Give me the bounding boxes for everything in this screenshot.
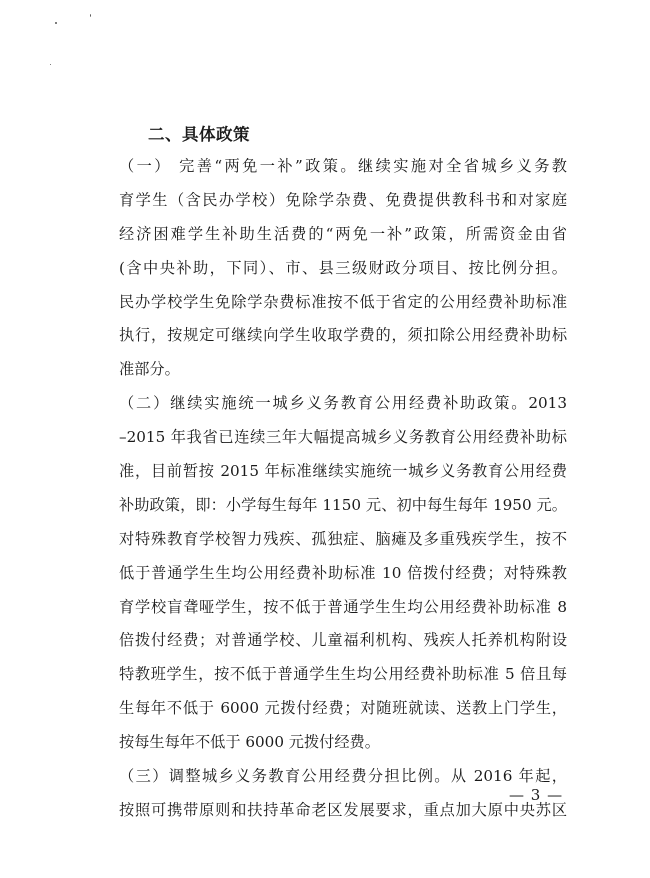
text-line: （一） 完善“两免一补”政策。继续实施对全省城乡义务教: [119, 157, 567, 175]
text-line: 准部分。: [119, 360, 180, 379]
text-line: 育学生（含民办学校）免除学杂费、免费提供教科书和对家庭: [119, 190, 567, 209]
text-line: 对特殊教育学校智力残疾、孤独症、脑瘫及多重残疾学生，按不: [119, 529, 567, 548]
text-line: （二）继续实施统一城乡义务教育公用经费补助政策。2013: [119, 394, 567, 413]
text-line: 民办学校学生免除学杂费标准按不低于省定的公用经费补助标准: [119, 292, 567, 311]
text-line: 生每年不低于 6000 元拨付经费；对随班就读、送教上门学生，: [119, 699, 567, 718]
text-line: 特教班学生，按不低于普通学生生均公用经费补助标准 5 倍且每: [119, 665, 567, 684]
scan-speck: [90, 14, 91, 17]
text-line: 补助政策，即：小学每生每年 1150 元、初中每生每年 1950 元。: [119, 495, 567, 514]
text-line: 按照可携带原则和扶持革命老区发展要求，重点加大原中央苏区: [119, 800, 567, 819]
text-line: 育学校盲聋哑学生，按不低于普通学生生均公用经费补助标准 8: [119, 597, 567, 616]
text-line: 倍拨付经费；对普通学校、儿童福利机构、残疾人托养机构附设: [119, 631, 567, 650]
text-line: 准，目前暂按 2015 年标准继续实施统一城乡义务教育公用经费: [119, 462, 567, 481]
scan-speck: [50, 64, 51, 65]
body-text: [119, 150, 567, 828]
scan-speck: [55, 22, 57, 24]
text-line: 按每生每年不低于 6000 元拨付经费。: [119, 733, 380, 752]
text-line: –2015 年我省已连续三年大幅提高城乡义务教育公用经费补助标: [119, 428, 567, 447]
text-line: （三）调整城乡义务教育公用经费分担比例。从 2016 年起，: [119, 767, 567, 786]
text-line: (含中央补助，下同）、市、县三级财政分项目、按比例分担。: [119, 258, 567, 277]
text-line: 经济困难学生补助生活费的“两免一补”政策，所需资金由省: [119, 224, 567, 243]
text-line: 低于普通学生生均公用经费补助标准 10 倍拨付经费；对特殊教: [119, 563, 567, 582]
section-heading: 二、具体政策: [148, 125, 250, 144]
text-line: 执行，按规定可继续向学生收取学费的，须扣除公用经费补助标: [119, 326, 567, 345]
page-number: — 3 —: [509, 786, 564, 804]
